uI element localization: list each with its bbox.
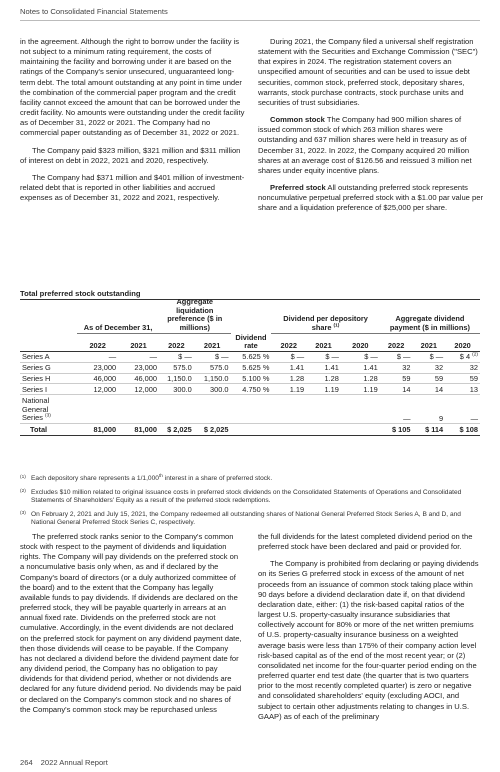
paragraph: The preferred stock ranks senior to the Company's common stock with respect to the payment of dividends and liquidation rights. The Company will pay dividends on the preferred stock on a noncumulative basis only when, as and if declared by the Company's board of directors (or a duly authorized committee of the board) and to the extent that the Company has legally available funds to pay dividends. If dividends are declared on the preferred stock, they will be payable quarterly in arrears at an annual fixed rate. Dividends on the preferred stock are not cumulative. Accordingly, in the event dividends are not declared on the preferred stock for payment on any dividend payment date, then those dividends will cease to be payable. If the Company has not declared a dividend before the dividend payment date for any dividend period, the Company has no obligation to pay dividends for that dividend period, whether or not dividends are declared for any future dividend period. No dividends may be paid or declared on the Company's common stock and no shares of the Company's common stock may be repurchased unless [20,532,242,714]
group-header-liquidation: Aggregate liquidation preference ($ in millions) [159,298,231,334]
preferred-stock-table [20,298,480,436]
footnote: (1) Each depository share represents a 1/1,000th interest in a share of preferred stock. [20,473,273,482]
table-row: Series I 12,000 12,000 300.0 300.0 4.750 % 1.19 1.19 1.19 14 14 13 [22,384,478,394]
table-row: National General Series $^{(3)}$ — 9 — [22,396,478,424]
paragraph: The Company had $371 million and $401 million of investment-related debt that is reported in other liabilities and accrued expenses as of December 31, 2022 and 2021, respectively. [20,172,245,203]
group-header-outstanding: As of December 31, [77,298,159,334]
footnote: (3) On February 2, 2021 and July 15, 2021, the Company redeemed all outstanding shares of National General Preferred Stock Series A, B and D, and National General Preferred Stock Series C, respectively. [20,511,461,527]
table-title: Total preferred stock outstanding [20,289,480,300]
table-row: Series G 23,000 23,000 575.0 575.0 5.625 % 1.41 1.41 1.41 32 32 32 [22,363,478,373]
paragraph: During 2021, the Company filed a universal shelf registration statement with the Securities and Exchange Commission ("SEC") that expires in 2024. The registration statement covers an unspecified amount of securities and can be used to issue debt securities, common stock, preferred stock, depositary shares, warrants, stock purchase contracts, stock purchase units and securities of trust subsidiaries. [258,37,478,107]
report-name: 2022 Annual Report [40,758,108,767]
page-number: 264 [20,758,33,767]
column-header: 2020 [445,334,480,352]
column-header: 2022 [159,334,194,352]
paragraph [258,115,483,176]
paragraph [258,183,483,213]
top-left-column [20,37,245,210]
column-header: 2021 [118,334,159,352]
table-total-row: Total 81,000 81,000 $ 2,025 $ 2,025 $ 105 $ 114 $ 108 [20,424,480,436]
common-stock-heading: Common stock [270,115,325,125]
page-footer [20,758,116,767]
column-header: 2022 [271,334,306,352]
column-header: 2020 [341,334,380,352]
group-header-aggregate-dividend: Aggregate dividend payment ($ in millions) [380,298,480,334]
paragraph: the full dividends for the latest completed dividend period on the preferred stock have been declared and paid or provided for. [258,532,473,552]
footnote: (2) Excludes $10 million related to original issuance costs in preferred stock dividends on the Consolidated Statements of Operations and Consolidated Statements of Shareholders' Equity as a result of the preferred stock redemptions. [20,489,462,505]
bottom-right-column [258,532,480,729]
column-header: 2021 [306,334,341,352]
column-header: 2022 [380,334,413,352]
paragraph-text: The Company had 900 million shares of issued common stock of which 263 million shares were outstanding and 637 million shares were held in treasury as of December 31, 2022. In 2022, the Company acquired 20 million shares at an average cost of $126.56 and reissued 3 million net shares under equity incentive plans. [258,115,472,175]
paragraph: The Company paid $323 million, $321 million and $311 million of interest on debt in 2022, 2021 and 2020, respectively. [20,145,241,165]
preferred-stock-heading: Preferred stock [270,183,326,193]
paragraph: The Company is prohibited from declaring or paying dividends on its Series G preferred stock in excess of the amount of net proceeds from an issuance of common stock taking place within 90 days before a dividend declaration date if, on that dividend declaration date, either: (1) the risk-based capital ratios of the largest U.S. property-casualty insurance subsidiaries that collectively account for 80% or more of the net written premiums of U.S. property-casualty insurance business on a weighted average basis were less than 175% of their company action level risk-based capital as of the end of the most recent year; or (2) consolidated net income for the four-quarter period ending on the preferred quarter end test date (the quarter that is two quarters prior to the most recently completed quarter) is zero or negative and consolidated shareholders' equity (excluding AOCI, and subject to certain other adjustments relating to changes in U.S. GAAP) as of each of the preliminary [258,559,479,721]
column-header: 2022 [77,334,118,352]
column-header: 2021 [412,334,445,352]
table-row: Series A — — $ — $ — 5.625 % $ — $ — $ — $ — $ — $ 4 $^{(2)}$ [22,352,478,362]
header-divider [20,20,480,21]
column-header-dividend-rate: Dividend rate [231,334,272,352]
paragraph-text: All outstanding preferred stock represents noncumulative perpetual preferred stock with a $1.00 par value per share and a liquidation preference of $25,000 per share. [258,183,483,213]
table-row: Series H 46,000 46,000 1,150.0 1,150.0 5.100 % 1.28 1.28 1.28 59 59 59 [22,374,478,384]
footnote-ref: (2) [472,352,478,358]
column-header: 2021 [194,334,231,352]
top-right-column [258,37,483,221]
paragraph: in the agreement. Although the right to borrow under the facility is not subject to a minimum rating requirement, the costs of maintaining the facility and borrowing under it are based on the ratings of the Company's senior unsecured, unguaranteed long-term debt. The total amount outstanding at any point in time under the combination of the commercial paper program and the credit facility cannot exceed the amount that can be borrowed under the credit facility. No amounts were outstanding under the credit facility as of December 31, 2022 or 2021. The Company had no commercial paper outstanding as of December 31, 2022 or 2021. [20,37,245,138]
group-header-dividend-per-share: Dividend per depository share $^{(1)}$ [271,298,379,334]
bottom-left-column [20,532,242,722]
page-header: Notes to Consolidated Financial Statements [20,7,168,16]
